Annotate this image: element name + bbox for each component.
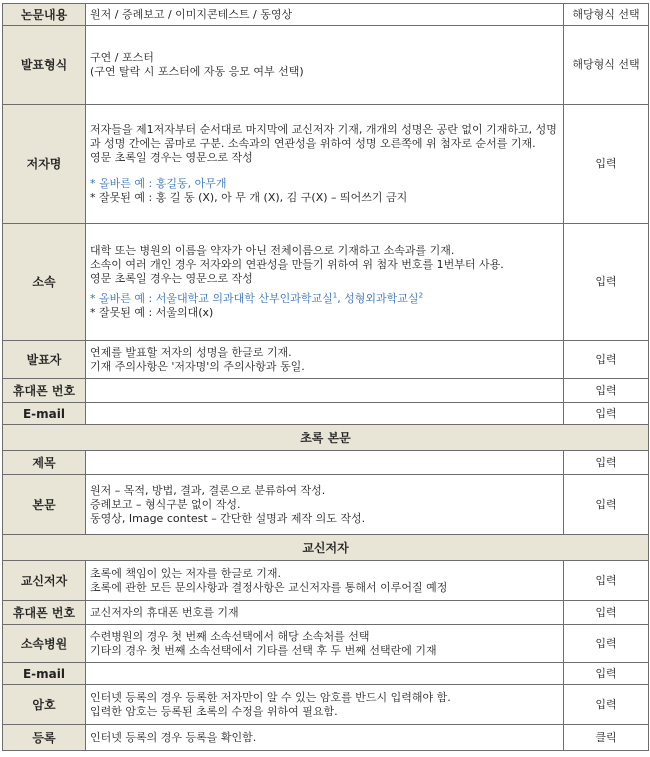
row-phone — [3, 379, 649, 403]
text-line: 인터넷 등록의 경우 등록한 저자만이 알 수 있는 암호를 반드시 입력해야 함. — [90, 690, 451, 704]
row-description: 교신저자의 휴대폰 번호를 기재 — [86, 601, 564, 625]
row-action: 입력 — [564, 224, 649, 341]
row-label: 소속 — [3, 224, 86, 341]
text-line: 초록에 관한 모든 문의사항과 결정사항은 교신저자를 통해서 이루어질 예정 — [90, 580, 448, 594]
row-description: 원저 / 증례보고 / 이미지콘테스트 / 동영상 — [86, 4, 564, 26]
text-line: 영문 초록일 경우는 영문으로 작성 — [90, 272, 253, 285]
row-authors — [3, 105, 649, 224]
row-label: 휴대폰 번호 — [3, 379, 86, 403]
row-label: 교신저자 — [3, 561, 86, 601]
section-header-corresponding — [3, 535, 649, 561]
row-action: 해당형식 선택 — [564, 26, 649, 105]
row-description — [86, 625, 564, 663]
row-label: E-mail — [3, 403, 86, 425]
text-line: 증례보고 – 형식구분 없이 작성. — [90, 497, 241, 511]
row-description — [86, 685, 564, 725]
text-line: 동영상, Image contest – 간단한 설명과 제작 의도 작성. — [90, 511, 366, 525]
row-label: 발표자 — [3, 341, 86, 379]
row-corr-email — [3, 663, 649, 685]
row-corr-phone — [3, 601, 649, 625]
section-title: 교신저자 — [3, 535, 649, 561]
row-label: 논문내용 — [3, 4, 86, 26]
row-description — [86, 663, 564, 685]
row-action: 입력 — [564, 561, 649, 601]
text-line: (구연 탈락 시 포스터에 자동 응모 여부 선택) — [90, 65, 304, 78]
guideline-table — [2, 3, 649, 751]
row-description — [86, 379, 564, 403]
text-line: 소속이 여러 개인 경우 저자와의 연관성을 만들기 위하여 위 첨자 번호를 1번부터 사용. — [90, 258, 504, 271]
row-label: 발표형식 — [3, 26, 86, 105]
row-corr-password — [3, 685, 649, 725]
row-label: E-mail — [3, 663, 86, 685]
row-description — [86, 451, 564, 475]
text-line: 입력한 암호는 등록된 초록의 수정을 위하여 필요함. — [90, 704, 338, 718]
row-affiliation — [3, 224, 649, 341]
row-action: 입력 — [564, 663, 649, 685]
text-line: 대학 또는 병원의 이름을 약자가 아닌 전체이름으로 기재하고 소속과를 기재. — [90, 244, 455, 257]
row-label: 휴대폰 번호 — [3, 601, 86, 625]
row-action: 입력 — [564, 403, 649, 425]
row-description — [86, 26, 564, 105]
row-action: 입력 — [564, 105, 649, 224]
text-paragraph: 저자들을 제1저자부터 순서대로 마지막에 교신저자 기재, 개개의 성명은 공란 없이 기재하고, 성명과 성명 간에는 콤마로 구분. 소속과의 연관성을 위하여 성명 오른쪽에 위 첨자로 순서를 기재. — [90, 123, 557, 150]
row-action: 입력 — [564, 625, 649, 663]
row-abstract-body — [3, 475, 649, 535]
row-description: 인터넷 등록의 경우 등록을 확인함. — [86, 725, 564, 751]
text-line: 초록에 책임이 있는 저자를 한글로 기재. — [90, 566, 281, 580]
text-line: 기재 주의사항은 '저자명'의 주의사항과 동일. — [90, 359, 305, 373]
row-action: 입력 — [564, 685, 649, 725]
row-action: 입력 — [564, 475, 649, 535]
row-action: 클릭 — [564, 725, 649, 751]
text-line: 영문 초록일 경우는 영문으로 작성 — [90, 151, 253, 164]
good-example: * 올바른 예 : 서울대학교 의과대학 산부인과학교실$^1$, 성형외과학교실$^2$ — [90, 291, 424, 305]
row-presenter — [3, 341, 649, 379]
text-line: 기타의 경우 첫 번째 소속선택에서 기타를 선택 후 두 번째 선택란에 기재 — [90, 643, 437, 657]
good-example: * 올바른 예 : 홍길동, 아무개 — [90, 177, 227, 190]
row-label: 본문 — [3, 475, 86, 535]
row-label: 등록 — [3, 725, 86, 751]
row-label: 저자명 — [3, 105, 86, 224]
row-action: 입력 — [564, 451, 649, 475]
row-action: 입력 — [564, 341, 649, 379]
text-line: 연제를 발표할 저자의 성명을 한글로 기재. — [90, 345, 292, 359]
text-line: 원저 – 목적, 방법, 결과, 결론으로 분류하여 작성. — [90, 483, 326, 497]
row-action: 해당형식 선택 — [564, 4, 649, 26]
row-email — [3, 403, 649, 425]
bad-example: * 잘못된 예 : 서울의대(x) — [90, 306, 214, 319]
row-label: 소속병원 — [3, 625, 86, 663]
row-action: 입력 — [564, 379, 649, 403]
row-description — [86, 224, 564, 341]
row-corr-hospital — [3, 625, 649, 663]
text-line: 구연 / 포스터 — [90, 51, 154, 64]
row-description — [86, 105, 564, 224]
section-header-abstract — [3, 425, 649, 451]
row-description — [86, 561, 564, 601]
row-label: 암호 — [3, 685, 86, 725]
row-content — [3, 4, 649, 26]
section-title: 초록 본문 — [3, 425, 649, 451]
row-abstract-title — [3, 451, 649, 475]
row-corr-author — [3, 561, 649, 601]
row-corr-register — [3, 725, 649, 751]
row-description — [86, 403, 564, 425]
row-description — [86, 475, 564, 535]
row-label: 제목 — [3, 451, 86, 475]
bad-example: * 잘못된 예 : 홍 길 동 (X), 아 무 개 (X), 김 구(X) – 띄어쓰기 금지 — [90, 191, 408, 204]
row-format — [3, 26, 649, 105]
text-line: 수련병원의 경우 첫 번째 소속선택에서 해당 소속처를 선택 — [90, 629, 370, 643]
row-description — [86, 341, 564, 379]
row-action: 입력 — [564, 601, 649, 625]
